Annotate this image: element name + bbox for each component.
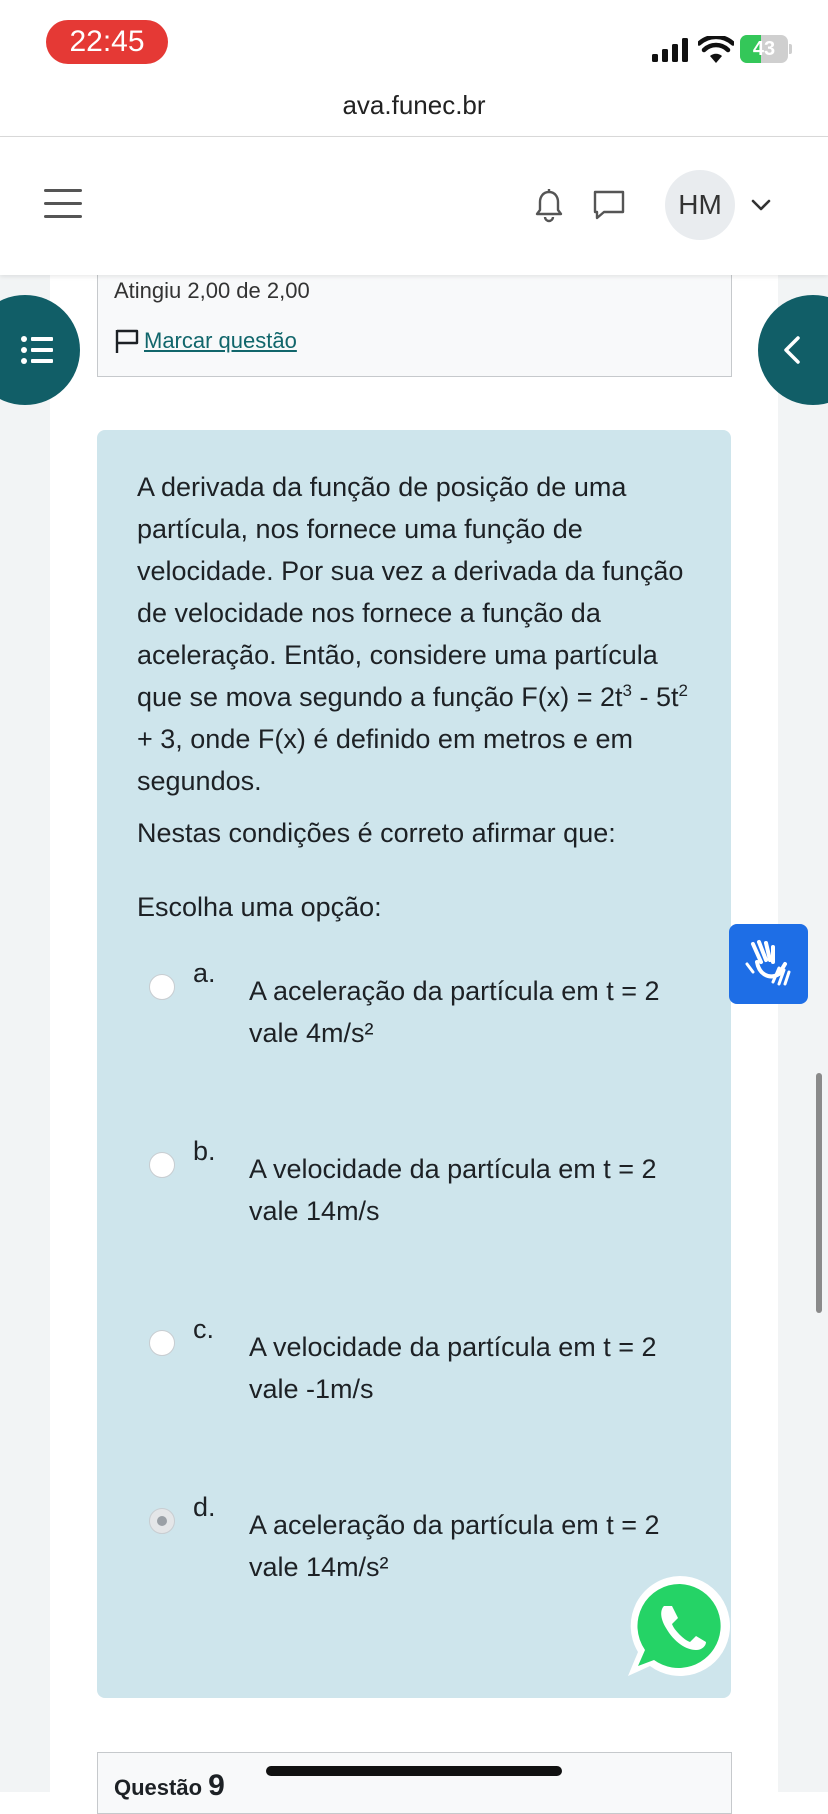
battery-level: 43 xyxy=(752,38,776,60)
answer-option-a[interactable] xyxy=(149,958,709,1058)
option-text[interactable]: A velocidade da partícula em t = 2 vale 14m/s xyxy=(249,1154,657,1226)
option-text[interactable]: A velocidade da partícula em t = 2 vale -1m/s xyxy=(249,1332,657,1404)
option-letter: a. xyxy=(193,958,216,988)
app-header xyxy=(0,137,828,275)
flag-question-link[interactable] xyxy=(114,328,297,354)
status-time: 22:45 xyxy=(46,20,168,64)
option-text[interactable]: A aceleração da partícula em t = 2 vale 14m/s² xyxy=(249,1510,660,1582)
list-icon xyxy=(18,330,58,370)
vlibras-accessibility-button[interactable] xyxy=(729,924,808,1004)
vlibras-hands-icon xyxy=(739,934,799,994)
wifi-icon xyxy=(698,36,734,64)
previous-question-info xyxy=(97,268,732,377)
browser-url[interactable]: ava.funec.br xyxy=(342,90,486,120)
hamburger-icon[interactable] xyxy=(44,189,82,219)
home-indicator[interactable] xyxy=(266,1766,562,1776)
battery-icon xyxy=(740,35,792,63)
page-scrollbar[interactable] xyxy=(816,1073,822,1313)
question-text: A derivada da função de posição de uma partícula, nos fornece uma função de velocidade. Por sua vez a derivada da função de velocidade nos fornece a função da aceleração. Então, considere uma partícula que se mova segundo a função $F(x) = 2t^3 - 5t^2 + 3$, onde F(x) é definido em metros e em segundos. xyxy=(137,472,688,796)
radio-button-selected[interactable] xyxy=(149,1508,175,1534)
bell-icon[interactable] xyxy=(534,189,564,223)
radio-button[interactable] xyxy=(149,1330,175,1356)
radio-button[interactable] xyxy=(149,1152,175,1178)
option-letter: b. xyxy=(193,1136,216,1166)
choose-option-label: Escolha uma opção: xyxy=(137,892,382,922)
question-grade: Atingiu 2,00 de 2,00 xyxy=(114,278,310,303)
flag-question-label[interactable]: Marcar questão xyxy=(144,328,297,353)
radio-button[interactable] xyxy=(149,974,175,1000)
status-bar xyxy=(0,0,828,90)
flag-icon xyxy=(114,328,140,354)
user-avatar[interactable]: HM xyxy=(665,170,735,240)
answer-option-c[interactable] xyxy=(149,1314,709,1414)
next-question-info xyxy=(97,1752,732,1814)
chevron-left-icon xyxy=(778,335,808,365)
chevron-down-icon[interactable] xyxy=(750,195,772,215)
option-text[interactable]: A aceleração da partícula em t = 2 vale 4m/s² xyxy=(249,976,660,1048)
chat-icon[interactable] xyxy=(592,189,626,221)
next-question-label: Questão 9 xyxy=(114,1769,225,1802)
option-letter: c. xyxy=(193,1314,215,1344)
cellular-signal-icon xyxy=(652,38,690,62)
question-content xyxy=(97,430,731,1698)
question-prompt: Nestas condições é correto afirmar que: xyxy=(137,818,616,848)
whatsapp-icon[interactable] xyxy=(624,1570,736,1682)
option-letter: d. xyxy=(193,1492,216,1522)
answer-option-b[interactable] xyxy=(149,1136,709,1236)
